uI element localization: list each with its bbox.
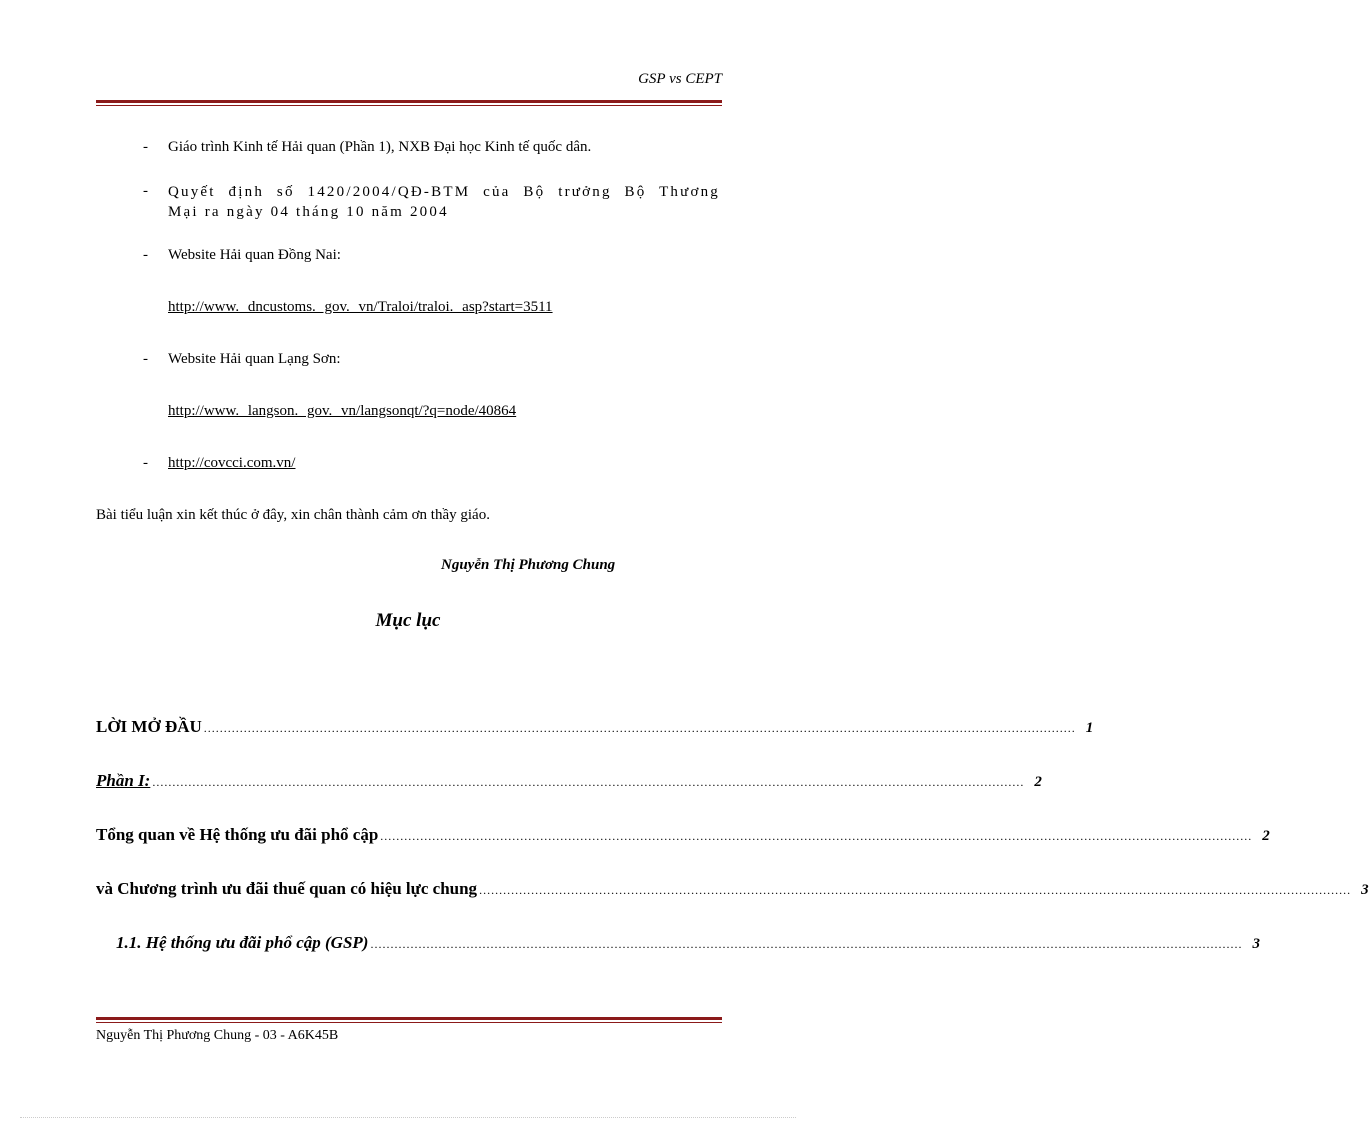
toc-entry[interactable] (96, 879, 1369, 903)
reference-textbook: Giáo trình Kinh tế Hải quan (Phần 1), NXB Đại học Kinh tế quốc dân. (168, 139, 592, 155)
toc-leader: .......................................................................................................................................................................................................................... (479, 883, 1352, 897)
bullet-dash: - (143, 247, 148, 263)
toc-title: Mục lục (375, 610, 441, 631)
reference-dongnai: Website Hải quan Đồng Nai: (168, 247, 341, 263)
toc-entry[interactable] (116, 933, 1260, 957)
langson-link[interactable]: http://www. langson. gov. vn/langsonqt/?q=node/40864 (168, 403, 517, 419)
reference-decision-line1: Quyết định số 1420/2004/QĐ-BTM của Bộ trưởng Bộ Thương (168, 184, 720, 200)
toc-entry-label: 1.1. Hệ thống ưu đãi phổ cập (GSP) (116, 933, 369, 952)
page-bottom-border (20, 1117, 796, 1118)
reference-langson: Website Hải quan Lạng Sơn: (168, 351, 341, 367)
dongnai-link[interactable]: http://www. dncustoms. gov. vn/Traloi/traloi. asp?start=3511 (168, 299, 553, 315)
covcci-link[interactable]: http://covcci.com.vn/ (168, 455, 296, 471)
toc-entry-page: 3 (1252, 936, 1260, 952)
toc-entry-label: và Chương trình ưu đãi thuế quan có hiệu lực chung (96, 879, 478, 898)
bullet-dash: - (143, 351, 148, 367)
toc-entry-page: 1 (1085, 720, 1094, 736)
bullet-dash: - (143, 183, 148, 199)
toc-entry-label: Tổng quan về Hệ thống ưu đãi phổ cập (96, 825, 379, 844)
toc-entry-page: 3 (1361, 882, 1369, 898)
bullet-dash: - (143, 455, 148, 471)
toc-leader: .......................................................................................................................................................................................................................... (380, 829, 1253, 843)
toc-entry-page: 2 (1034, 774, 1042, 790)
toc-entry[interactable] (96, 717, 1094, 741)
footer-rule (96, 1017, 722, 1023)
toc-leader: .......................................................................................................................................................................................................................... (152, 775, 1025, 789)
header-rule (96, 100, 722, 106)
reference-decision-line2: Mại ra ngày 04 tháng 10 năm 2004 (168, 204, 449, 220)
header-title: GSP vs CEPT (638, 71, 722, 87)
toc-entry[interactable] (96, 771, 1042, 795)
author-signature: Nguyễn Thị Phương Chung (441, 557, 616, 573)
toc-leader: .......................................................................................................................................................................................................................... (203, 721, 1076, 735)
toc-leader: .......................................................................................................................................................................................................................... (370, 937, 1243, 951)
toc-entry-page: 2 (1262, 828, 1270, 844)
bullet-dash: - (143, 139, 148, 155)
toc-entry-label: LỜI MỞ ĐẦU (96, 717, 202, 736)
reference-decision (168, 182, 720, 222)
toc-entry-label: Phần I: (96, 771, 151, 790)
toc-entry[interactable] (96, 825, 1270, 849)
footer-text: Nguyễn Thị Phương Chung - 03 - A6K45B (96, 1028, 339, 1043)
closing-text: Bài tiểu luận xin kết thúc ở đây, xin chân thành cảm ơn thầy giáo. (96, 507, 490, 523)
